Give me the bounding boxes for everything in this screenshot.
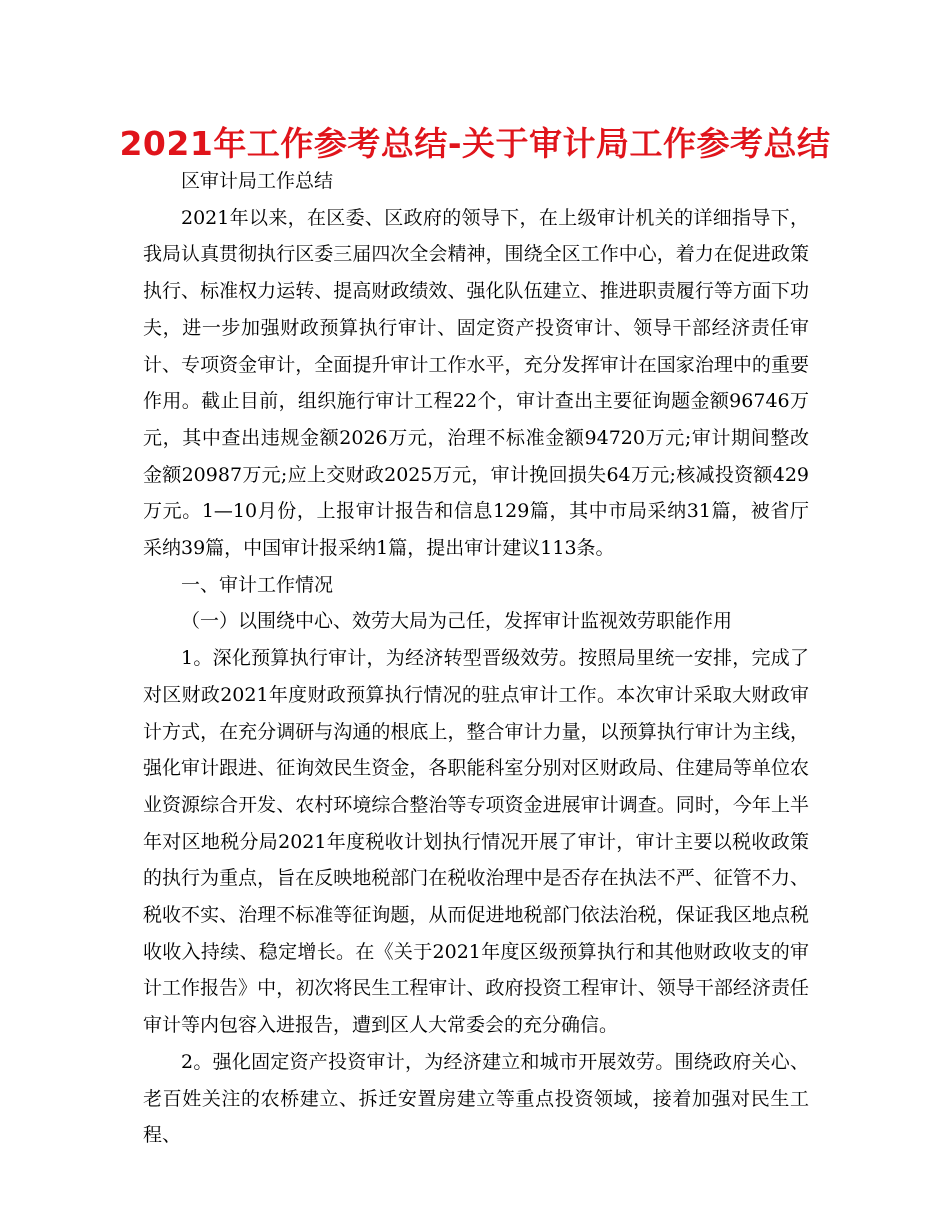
- document-title: 2021年工作参考总结-关于审计局工作参考总结: [119, 124, 831, 163]
- paragraph-heading: 区审计局工作总结: [181, 170, 334, 192]
- paragraph: 2。强化固定资产投资审计，为经济建立和城市开展效劳。围绕政府关心、老百姓关注的农桥建立、拆迁安置房建立等重点投资领域，接着加强对民生工程、: [143, 1050, 809, 1147]
- subsection-heading: （一）以围绕中心、效劳大局为己任，发挥审计监视效劳职能作用: [181, 610, 733, 633]
- document-body: [143, 163, 809, 1154]
- paragraph: 1。深化预算执行审计，为经济转型晋级效劳。按照局里统一安排，完成了对区财政2021年度财政预算执行情况的驻点审计工作。本次审计采取大财政审计方式，在充分调研与沟通的根底上，整合审计力量，以预算执行审计为主线，强化审计跟进、征询效民生资金，各职能科室分别对区财政局、住建局等单位农业资源综合开发、农村环境综合整治等专项资金进展审计调查。同时，今年上半年对区地税分局2021年度税收计划执行情况开展了审计，审计主要以税收政策的执行为重点，旨在反映地税部门在税收治理中是否存在执法不严、征管不力、税收不实、治理不标准等征询题，从而促进地税部门依法治税，保证我区地点税收收入持续、稳定增长。在《关于2021年度区级预算执行和其他财政收支的审计工作报告》中，初次将民生工程审计、政府投资工程审计、领导干部经济责任审计等内包容入进报告，遭到区人大常委会的充分确信。: [143, 647, 809, 1037]
- paragraph: 2021年以来，在区委、区政府的领导下，在上级审计机关的详细指导下，我局认真贯彻执行区委三届四次全会精神，围绕全区工作中心，着力在促进政策执行、标准权力运转、提高财政绩效、强化队伍建立、推进职责履行等方面下功夫，进一步加强财政预算执行审计、固定资产投资审计、领导干部经济责任审计、专项资金审计，全面提升审计工作水平，充分发挥审计在国家治理中的重要作用。截止目前，组织施行审计工程22个，审计查出主要征询题金额96746万元，其中查出违规金额2026万元，治理不标准金额94720万元;审计期间整改金额20987万元;应上交财政2025万元，审计挽回损失64万元;核减投资额429万元。1—10月份，上报审计报告和信息129篇，其中市局采纳31篇，被省厅采纳39篇，中国审计报采纳1篇，提出审计建议113条。: [143, 206, 809, 560]
- section-heading: 一、审计工作情况: [181, 573, 334, 596]
